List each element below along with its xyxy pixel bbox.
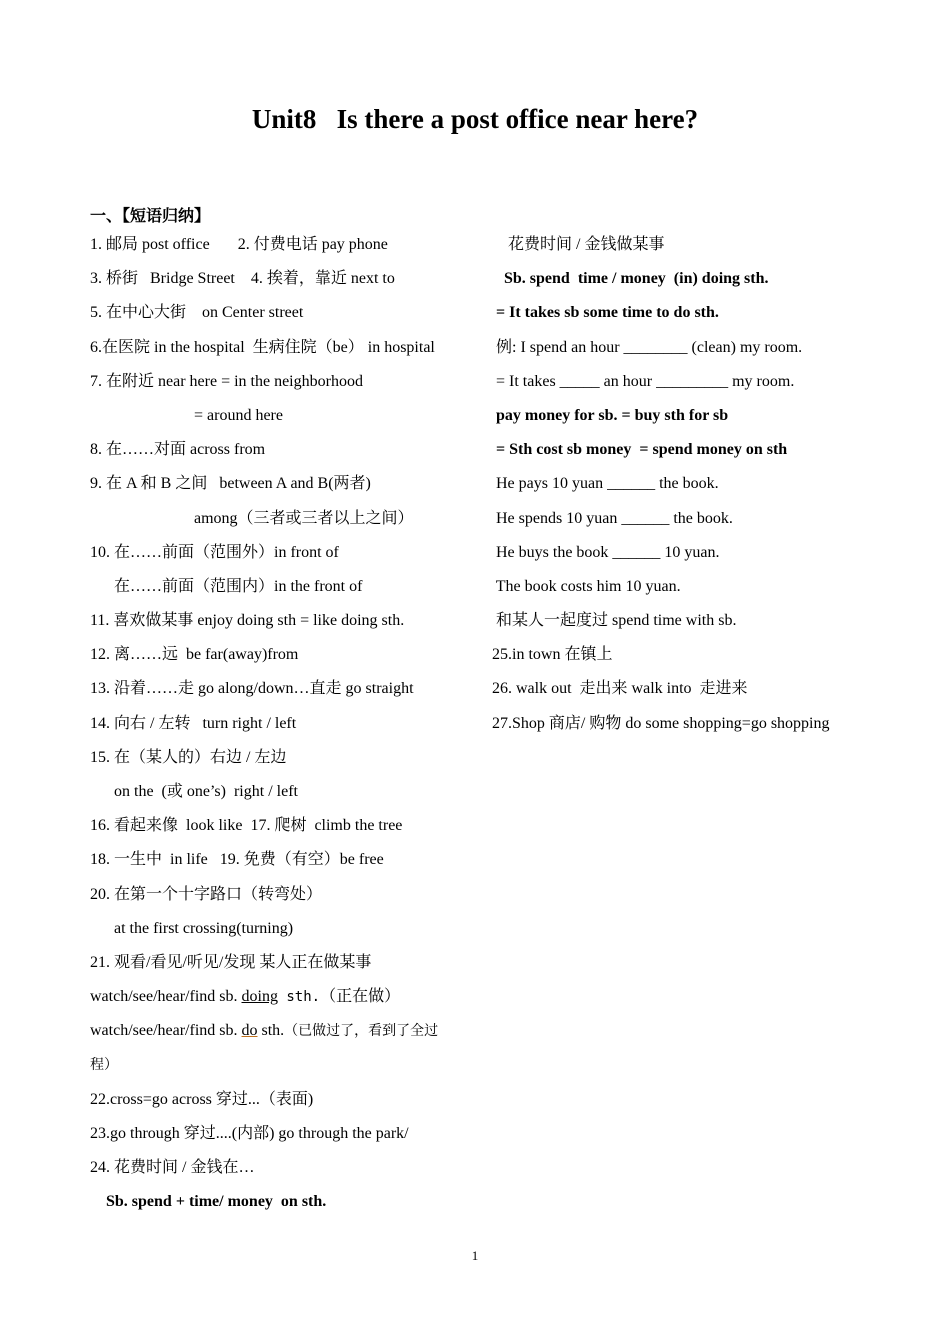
phrase-line-bold: = It takes sb some time to do sth.	[492, 304, 719, 322]
phrase-line: = around here	[90, 406, 283, 424]
phrase-line: 和某人一起度过 spend time with sb.	[492, 612, 737, 630]
phrase-line: 10. 在……前面（范围外）in front of	[90, 543, 339, 561]
phrase-line: among（三者或三者以上之间）	[90, 509, 414, 527]
phrase-line: 6.在医院 in the hospital 生病住院（be） in hospital	[90, 338, 435, 356]
phrase-line: 15. 在（某人的）右边 / 左边	[90, 748, 287, 766]
underlined-word: do	[241, 1022, 258, 1040]
phrase-line: = It takes _____ an hour _________ my room.	[492, 372, 795, 390]
phrase-line: The book costs him 10 yuan.	[492, 577, 681, 595]
phrase-line: 23.go through 穿过....(内部) go through the park/	[90, 1124, 409, 1142]
phrase-line: 18. 一生中 in life 19. 免费（有空）be free	[90, 851, 384, 869]
phrase-line: 8. 在……对面 across from	[90, 441, 266, 459]
document-title: Unit8 Is there a post office near here?	[251, 104, 699, 134]
phrase-line: 花费时间 / 金钱做某事	[492, 236, 665, 253]
underlined-word: doing	[241, 988, 278, 1006]
phrase-line: 12. 离……远 be far(away)from	[90, 646, 299, 664]
phrase-line: 9. 在 A 和 B 之间 between A and B(两者)	[90, 475, 371, 493]
phrase-line: 在……前面（范围内）in the front of	[90, 577, 363, 595]
phrase-line: 例: I spend an hour ________ (clean) my room.	[492, 338, 803, 356]
page-number: 1	[471, 1248, 479, 1263]
right-column	[492, 233, 912, 746]
phrase-line: 7. 在附近 near here = in the neighborhood	[90, 372, 363, 390]
phrase-line: 27.Shop 商店/ 购物 do some shopping=go shopping	[492, 714, 830, 732]
phrase-line: He buys the book ______ 10 yuan.	[492, 543, 720, 561]
phrase-line: 1. 邮局 post office 2. 付费电话 pay phone	[90, 236, 388, 253]
section-heading: 一、【短语归纳】	[90, 208, 211, 225]
phrase-line: at the first crossing(turning)	[90, 919, 294, 937]
phrase-note: （已做过了，看到了全过	[284, 1024, 439, 1040]
phrase-line: He spends 10 yuan ______ the book.	[492, 509, 733, 527]
phrase-line: 16. 看起来像 look like 17. 爬树 climb the tree	[90, 817, 403, 835]
phrase-line: 13. 沿着……走 go along/down…直走 go straight	[90, 680, 414, 698]
phrase-suffix: sth.	[257, 1022, 285, 1040]
phrase-line: 25.in town 在镇上	[492, 646, 613, 664]
phrase-line: 20. 在第一个十字路口（转弯处）	[90, 885, 323, 903]
phrase-line: 3. 桥街 Bridge Street 4. 挨着，靠近 next to	[90, 270, 395, 288]
phrase-line-bold: pay money for sb. = buy sth for sb	[492, 406, 729, 424]
phrase-line-doing	[90, 985, 470, 1019]
phrase-line: 11. 喜欢做某事 enjoy doing sth = like doing sth.	[90, 612, 405, 630]
phrase-line: 24. 花费时间 / 金钱在…	[90, 1159, 255, 1177]
phrase-line-do	[90, 1019, 470, 1053]
phrase-line: 26. walk out 走出来 walk into 走进来	[492, 680, 748, 698]
phrase-line: 5. 在中心大街 on Center street	[90, 304, 304, 322]
phrase-prefix: watch/see/hear/find sb.	[90, 988, 242, 1006]
phrase-line-bold: Sb. spend + time/ money on sth.	[90, 1193, 327, 1211]
phrase-line: 21. 观看/看见/听见/发现 某人正在做某事	[90, 953, 372, 971]
phrase-line-bold: Sb. spend time / money (in) doing sth.	[492, 270, 769, 288]
phrase-line: on the (或 one’s) right / left	[90, 783, 298, 800]
phrase-note: （正在做）	[320, 988, 401, 1006]
phrase-line-continued: 程）	[90, 1057, 118, 1073]
phrase-line: He pays 10 yuan ______ the book.	[492, 475, 719, 493]
phrase-suffix: sth.	[277, 989, 321, 1006]
phrase-line: 14. 向右 / 左转 turn right / left	[90, 714, 297, 732]
left-column	[90, 233, 470, 1224]
phrase-line: 22.cross=go across 穿过...（表面)	[90, 1090, 314, 1108]
phrase-line-bold: = Sth cost sb money = spend money on sth	[492, 441, 788, 459]
phrase-prefix: watch/see/hear/find sb.	[90, 1022, 242, 1040]
